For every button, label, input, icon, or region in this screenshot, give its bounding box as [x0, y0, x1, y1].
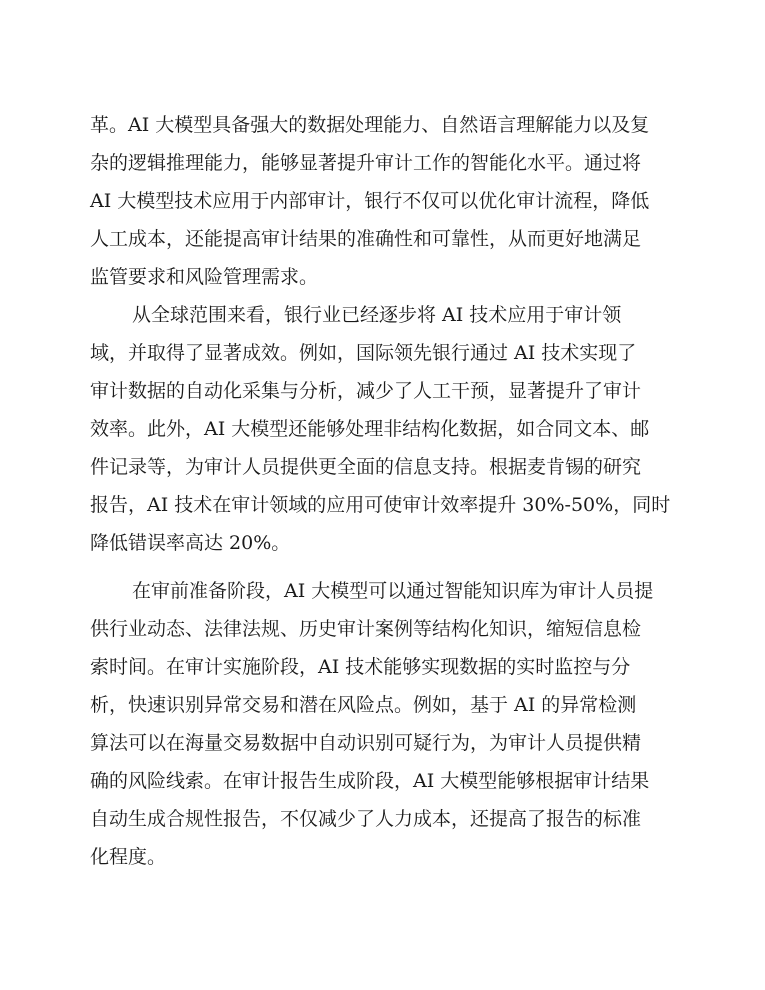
- paragraph-2-line-1: 从全球范围来看，银行业已经逐步将 AI 技术应用于审计领: [132, 304, 622, 326]
- paragraph-3-line-2: 供行业动态、法律法规、历史审计案例等结构化知识，缩短信息检: [90, 618, 642, 640]
- paragraph-3-line-4: 析，快速识别异常交易和潜在风险点。例如，基于 AI 的异常检测: [90, 694, 637, 716]
- paragraph-2-line-3: 审计数据的自动化采集与分析，减少了人工干预，显著提升了审计: [90, 380, 642, 402]
- paragraph-1-line-2: 杂的逻辑推理能力，能够显著提升审计工作的智能化水平。通过将: [90, 152, 642, 174]
- paragraph-3-line-7: 自动生成合规性报告，不仅减少了人力成本，还提高了报告的标准: [90, 808, 642, 830]
- paragraph-3-line-1: 在审前准备阶段，AI 大模型可以通过智能知识库为审计人员提: [132, 580, 654, 602]
- paragraph-2-line-5: 件记录等，为审计人员提供更全面的信息支持。根据麦肯锡的研究: [90, 456, 642, 478]
- paragraph-2-line-7: 降低错误率高达 20%。: [90, 532, 291, 554]
- paragraph-1-line-4: 人工成本，还能提高审计结果的准确性和可靠性，从而更好地满足: [90, 228, 642, 250]
- paragraph-3-line-6: 确的风险线索。在审计报告生成阶段，AI 大模型能够根据审计结果: [90, 770, 650, 792]
- paragraph-3-line-5: 算法可以在海量交易数据中自动识别可疑行为，为审计人员提供精: [90, 732, 642, 754]
- paragraph-2-line-2: 域，并取得了显著成效。例如，国际领先银行通过 AI 技术实现了: [90, 342, 637, 364]
- paragraph-3-line-3: 索时间。在审计实施阶段，AI 技术能够实现数据的实时监控与分: [90, 656, 631, 678]
- paragraph-3-line-8: 化程度。: [90, 846, 167, 868]
- paragraph-1-line-5: 监管要求和风险管理需求。: [90, 266, 319, 288]
- paragraph-1-line-3: AI 大模型技术应用于内部审计，银行不仅可以优化审计流程，降低: [90, 190, 650, 212]
- paragraph-1-line-1: 革。AI 大模型具备强大的数据处理能力、自然语言理解能力以及复: [90, 114, 650, 136]
- paragraph-2-line-4: 效率。此外，AI 大模型还能够处理非结构化数据，如合同文本、邮: [90, 418, 650, 440]
- paragraph-2-line-6: 报告，AI 技术在审计领域的应用可使审计效率提升 30%-50%，同时: [90, 494, 671, 516]
